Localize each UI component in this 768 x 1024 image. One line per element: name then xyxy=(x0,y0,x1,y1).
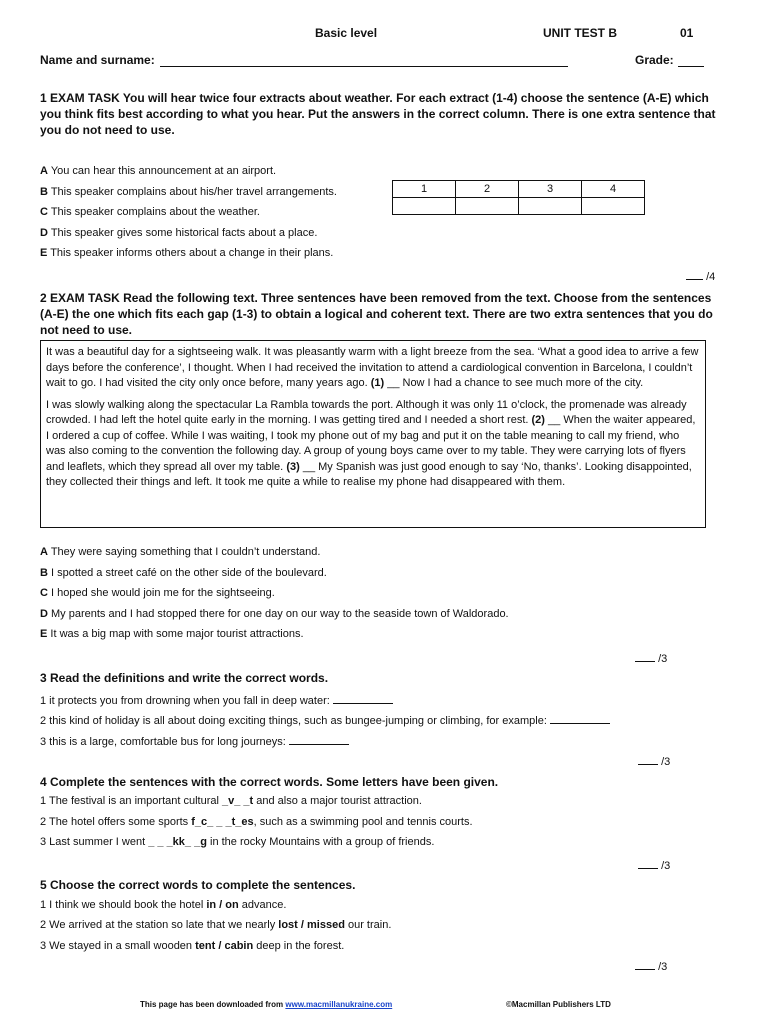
unit-number: 01 xyxy=(680,26,694,40)
answer-cell[interactable] xyxy=(582,198,645,215)
letter-hint[interactable]: _ _ _kk_ _g xyxy=(148,836,207,848)
task1-option-a: A You can hear this announcement at an airport. xyxy=(40,165,277,177)
unit-label: UNIT TEST B xyxy=(543,26,617,40)
task4-item-1: 1 The festival is an important cultural _v_ _t and also a major tourist attraction. xyxy=(40,795,422,807)
answer-blank[interactable] xyxy=(289,733,349,745)
task2-heading: 2 EXAM TASK Read the following text. Three sentences have been removed from the text. Choose from the sentences (A-E) the one which fits each gap (1-3) to obtain a logical and coherent text. There are two extra sentences that you do not need to use. xyxy=(40,291,713,337)
score-blank[interactable] xyxy=(638,753,658,765)
answer-blank[interactable] xyxy=(333,692,393,704)
task4-score: /3 xyxy=(638,857,670,872)
task5-item-3: 3 We stayed in a small wooden tent / cabin deep in the forest. xyxy=(40,940,345,952)
word-choice[interactable]: on xyxy=(225,899,239,911)
score-blank[interactable] xyxy=(638,857,658,869)
reading-paragraph-2: I was slowly walking along the spectacular La Rambla towards the port. Although it was only 11 o’clock, the promenade was already crowded. I had left the hotel quite early in the morning. I was getting tired and I needed a short rest. (2) __ When the waiter appeared, I ordered a cup of coffee. While I was waiting, I took my phone out of my bag and put it on the table meaning to call my friend, who was also coming to the convention the following day. A group of young boys came over to my table. They were carrying lots of flyers and leaflets, which they spread all over my table. (3) __ My Spanish was just good enough to say ‘No, thanks’. Looking disappointed, they collected their things and left. It took me quite a while to realise my phone had disappeared with them. xyxy=(46,398,696,488)
task2-option-a: A They were saying something that I couldn’t understand. xyxy=(40,546,321,558)
answer-column-header: 3 xyxy=(519,181,582,198)
footer-link[interactable]: www.macmillanukraine.com xyxy=(285,1000,393,1009)
task1-heading: 1 EXAM TASK You will hear twice four extracts about weather. For each extract (1-4) choose the sentence (A-E) which you think fits best according to what you hear. Put the answers in the correct column. There is one extra sentence that you do not need to use. xyxy=(40,91,716,137)
grade-field[interactable] xyxy=(678,55,704,67)
task4-item-3: 3 Last summer I went _ _ _kk_ _g in the rocky Mountains with a group of friends. xyxy=(40,836,435,848)
gap-1-marker: (1) xyxy=(370,377,385,389)
task1-option-b: B This speaker complains about his/her travel arrangements. xyxy=(40,186,337,198)
task2-option-c: C I hoped she would join me for the sightseeing. xyxy=(40,587,275,599)
task3-score: /3 xyxy=(638,753,670,768)
score-blank[interactable] xyxy=(635,650,655,662)
task4-heading: 4 Complete the sentences with the correct words. Some letters have been given. xyxy=(40,775,499,789)
task2-option-b: B I spotted a street café on the other side of the boulevard. xyxy=(40,567,327,579)
task1-option-e: E This speaker informs others about a change in their plans. xyxy=(40,247,334,259)
word-choice[interactable]: lost xyxy=(278,919,298,931)
task1-score: /4 xyxy=(686,268,715,283)
task3-item-3: 3 this is a large, comfortable bus for long journeys: xyxy=(40,733,349,748)
letter-hint[interactable]: _v_ _t xyxy=(222,795,254,807)
footer-copyright: ©Macmillan Publishers LTD xyxy=(506,1000,611,1009)
answer-cell[interactable] xyxy=(393,198,456,215)
task1-answer-table xyxy=(392,180,645,215)
task3-item-1: 1 it protects you from drowning when you fall in deep water: xyxy=(40,692,393,707)
task5-item-1: 1 I think we should book the hotel in / on advance. xyxy=(40,899,287,911)
reading-paragraph-1: It was a beautiful day for a sightseeing walk. It was pleasantly warm with a light breeze from the sea. ‘What a good idea to arrive a few days before the conference’, I thought. When I had received the invitation to attend a cardiological convention in Barcelona, I couldn’t wait to go. I had visited the city only once before, many years ago. (1) __ Now I had a chance to see much more of the city. xyxy=(46,346,699,389)
task2-option-d: D My parents and I had stopped there for one day on our way to the seaside town of Waldorado. xyxy=(40,608,509,620)
grade-label: Grade: xyxy=(635,53,674,67)
task2-option-e: E It was a big map with some major tourist attractions. xyxy=(40,628,304,640)
task3-heading: 3 Read the definitions and write the correct words. xyxy=(40,671,329,685)
name-label: Name and surname: xyxy=(40,53,155,67)
task5-heading: 5 Choose the correct words to complete the sentences. xyxy=(40,878,356,892)
word-choice[interactable]: missed xyxy=(307,919,345,931)
word-choice[interactable]: cabin xyxy=(224,940,254,952)
letter-hint[interactable]: f_c_ _ _t_es xyxy=(191,816,254,828)
answer-column-header: 1 xyxy=(393,181,456,198)
word-choice[interactable]: tent xyxy=(195,940,216,952)
word-choice[interactable]: in xyxy=(206,899,217,911)
task3-item-2: 2 this kind of holiday is all about doing exciting things, such as bungee-jumping or climbing, for example: xyxy=(40,712,610,727)
footer-download-note: This page has been downloaded from www.macmillanukraine.com xyxy=(140,1000,393,1009)
task1-option-d: D This speaker gives some historical facts about a place. xyxy=(40,227,318,239)
answer-cell[interactable] xyxy=(519,198,582,215)
name-field[interactable] xyxy=(160,55,568,67)
score-blank[interactable] xyxy=(635,958,655,970)
answer-cell[interactable] xyxy=(456,198,519,215)
task2-score: /3 xyxy=(635,650,667,665)
answer-column-header: 2 xyxy=(456,181,519,198)
task5-score: /3 xyxy=(635,958,667,973)
level-label: Basic level xyxy=(315,26,378,40)
answer-column-header: 4 xyxy=(582,181,645,198)
task4-item-2: 2 The hotel offers some sports f_c_ _ _t_es, such as a swimming pool and tennis courts. xyxy=(40,816,473,828)
gap-3-marker: (3) xyxy=(286,460,300,473)
reading-text-box xyxy=(40,340,706,528)
gap-2-marker: (2) xyxy=(531,414,545,426)
task1-option-c: C This speaker complains about the weather. xyxy=(40,206,260,218)
score-blank[interactable] xyxy=(686,268,703,280)
answer-blank[interactable] xyxy=(550,712,610,724)
task5-item-2: 2 We arrived at the station so late that we nearly lost / missed our train. xyxy=(40,919,392,931)
